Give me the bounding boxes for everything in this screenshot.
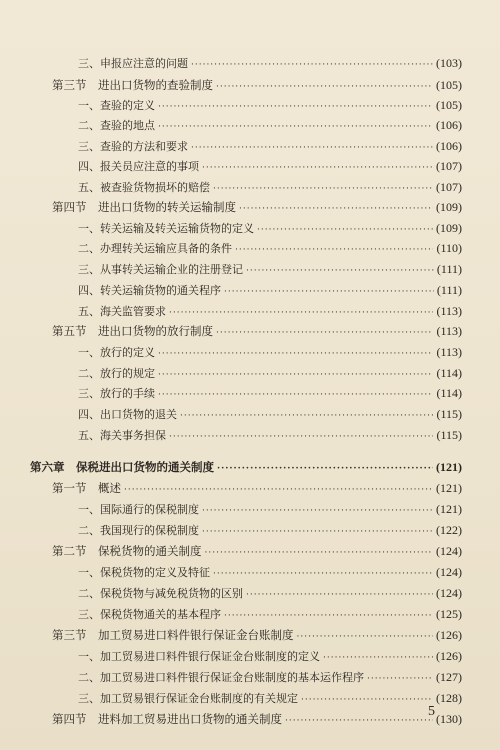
toc-item	[78, 502, 462, 518]
toc-entry-label: 一、转关运输及转关运输货物的定义	[78, 222, 254, 235]
toc-entry-label: 一、国际通行的保税制度	[78, 503, 199, 516]
toc-section	[52, 712, 462, 728]
leader-dots	[202, 161, 433, 175]
toc-entry-label: 二、保税货物与减免税货物的区别	[78, 587, 243, 600]
toc-item	[78, 345, 462, 361]
toc-entry-page: (113)	[436, 345, 462, 359]
leader-dots	[246, 588, 433, 602]
toc-item	[78, 283, 462, 299]
toc-entry-label: 二、放行的规定	[78, 367, 155, 380]
toc-section	[52, 324, 462, 340]
toc-item	[78, 586, 462, 602]
leader-dots	[158, 347, 433, 361]
leader-dots	[191, 58, 433, 72]
toc-entry-page: (106)	[436, 139, 462, 153]
toc-entry-page: (111)	[436, 262, 462, 276]
toc-entry-label: 第五节 进出口货物的放行制度	[52, 324, 213, 338]
leader-dots	[323, 651, 433, 665]
leader-dots	[217, 462, 433, 476]
toc-item	[78, 428, 462, 444]
toc-entry-page: (109)	[436, 221, 462, 235]
toc-entry-page: (105)	[436, 78, 462, 92]
toc-item	[78, 649, 462, 665]
toc-entry-label: 一、保税货物的定义及特征	[78, 566, 210, 579]
toc-entry-label: 五、海关监管要求	[78, 305, 166, 318]
toc-entry-page: (107)	[436, 180, 462, 194]
leader-dots	[216, 80, 433, 94]
toc-entry-label: 第四节 进出口货物的转关运输制度	[52, 200, 236, 214]
leader-dots	[213, 182, 433, 196]
toc-item	[78, 304, 462, 320]
toc-entry-page: (109)	[436, 200, 462, 214]
toc-entry-page: (121)	[436, 502, 462, 516]
toc-entry-label: 第三节 进出口货物的查验制度	[52, 78, 213, 92]
toc-entry-page: (113)	[436, 324, 462, 338]
toc-section	[52, 628, 462, 644]
leader-dots	[158, 100, 433, 114]
toc-section	[52, 481, 462, 497]
leader-dots	[367, 672, 433, 686]
toc-item	[78, 670, 462, 686]
toc-entry-label: 二、办理转关运输应具备的条件	[78, 242, 232, 255]
leader-dots	[169, 430, 433, 444]
toc-entry-page: (126)	[436, 628, 462, 642]
toc-entry-label: 二、加工贸易进口料件银行保证金台账制度的基本运作程序	[78, 671, 364, 684]
toc-entry-page: (105)	[436, 98, 462, 112]
leader-dots	[216, 326, 433, 340]
toc-entry-page: (106)	[436, 118, 462, 132]
leader-dots	[297, 630, 434, 644]
toc-entry-page: (124)	[436, 586, 462, 600]
toc-entry-page: (122)	[436, 523, 462, 537]
toc-entry-label: 第三节 加工贸易进口料件银行保证金台账制度	[52, 628, 294, 642]
toc-entry-page: (110)	[436, 241, 462, 255]
toc-item	[78, 241, 462, 257]
toc-entry-label: 三、加工贸易银行保证金台账制度的有关规定	[78, 692, 298, 705]
toc-entry-page: (103)	[436, 56, 462, 70]
toc-item	[78, 56, 462, 72]
toc-entry-label: 第二节 保税货物的通关制度	[52, 544, 202, 558]
toc-item	[78, 262, 462, 278]
toc-entry-label: 二、我国现行的保税制度	[78, 524, 199, 537]
toc-entry-label: 五、被查验货物损坏的赔偿	[78, 181, 210, 194]
leader-dots	[224, 285, 434, 299]
toc-entry-label: 三、申报应注意的问题	[78, 57, 188, 70]
leader-dots	[257, 223, 433, 237]
toc-entry-page: (124)	[436, 565, 462, 579]
toc-entry-label: 四、转关运输货物的通关程序	[78, 284, 221, 297]
toc-item	[78, 98, 462, 114]
toc-item	[78, 221, 462, 237]
toc-item	[78, 180, 462, 196]
toc-entry-page: (130)	[436, 712, 462, 726]
toc-item	[78, 523, 462, 539]
toc-entry-page: (128)	[436, 691, 462, 705]
toc-section	[52, 544, 462, 560]
toc-entry-label: 三、从事转关运输企业的注册登记	[78, 263, 243, 276]
toc-entry-page: (113)	[436, 304, 462, 318]
toc-entry-label: 三、查验的方法和要求	[78, 140, 188, 153]
toc-entry-page: (125)	[436, 607, 462, 621]
leader-dots	[205, 546, 434, 560]
toc-section	[52, 78, 462, 94]
toc-entry-page: (121)	[436, 460, 462, 474]
leader-dots	[235, 243, 433, 257]
toc-entry-page: (114)	[436, 366, 462, 380]
toc-entry-page: (115)	[436, 428, 462, 442]
leader-dots	[246, 264, 434, 278]
toc-entry-label: 二、查验的地点	[78, 119, 155, 132]
leader-dots	[239, 202, 433, 216]
toc-entry-label: 一、查验的定义	[78, 99, 155, 112]
leader-dots	[213, 567, 433, 581]
page-number: 5	[428, 704, 435, 719]
toc-item	[78, 386, 462, 402]
toc-entry-page: (127)	[436, 670, 462, 684]
toc-item	[78, 118, 462, 134]
toc-entry-label: 三、放行的手续	[78, 387, 155, 400]
toc-chapter	[30, 460, 462, 476]
leader-dots	[158, 368, 433, 382]
leader-dots	[224, 609, 433, 623]
leader-dots	[169, 306, 433, 320]
toc-entry-label: 一、放行的定义	[78, 346, 155, 359]
leader-dots	[124, 483, 433, 497]
leader-dots	[191, 141, 433, 155]
leader-dots	[180, 409, 433, 423]
leader-dots	[301, 693, 433, 707]
leader-dots	[202, 504, 433, 518]
leader-dots	[285, 714, 433, 728]
toc-entry-page: (115)	[436, 407, 462, 421]
toc-item	[78, 407, 462, 423]
leader-dots	[202, 525, 433, 539]
toc-entry-page: (114)	[436, 386, 462, 400]
toc-item	[78, 159, 462, 175]
toc-entry-page: (126)	[436, 649, 462, 663]
toc-entry-label: 第四节 进料加工贸易进出口货物的通关制度	[52, 712, 282, 726]
toc-item	[78, 139, 462, 155]
toc-item	[78, 366, 462, 382]
toc-item	[78, 691, 462, 707]
toc-entry-page: (124)	[436, 544, 462, 558]
toc-entry-label: 四、出口货物的退关	[78, 408, 177, 421]
toc-entry-page: (111)	[436, 283, 462, 297]
toc-item	[78, 565, 462, 581]
toc-entry-label: 第六章 保税进出口货物的通关制度	[30, 460, 214, 474]
toc-section	[52, 200, 462, 216]
toc-entry-label: 第一节 概述	[52, 481, 121, 495]
toc-entry-label: 五、海关事务担保	[78, 429, 166, 442]
toc-entry-page: (107)	[436, 159, 462, 173]
leader-dots	[158, 120, 433, 134]
toc-entry-label: 一、加工贸易进口料件银行保证金台账制度的定义	[78, 650, 320, 663]
toc-entry-label: 四、报关员应注意的事项	[78, 160, 199, 173]
toc-item	[78, 607, 462, 623]
toc-entry-page: (121)	[436, 481, 462, 495]
leader-dots	[158, 388, 433, 402]
toc-entry-label: 三、保税货物通关的基本程序	[78, 608, 221, 621]
